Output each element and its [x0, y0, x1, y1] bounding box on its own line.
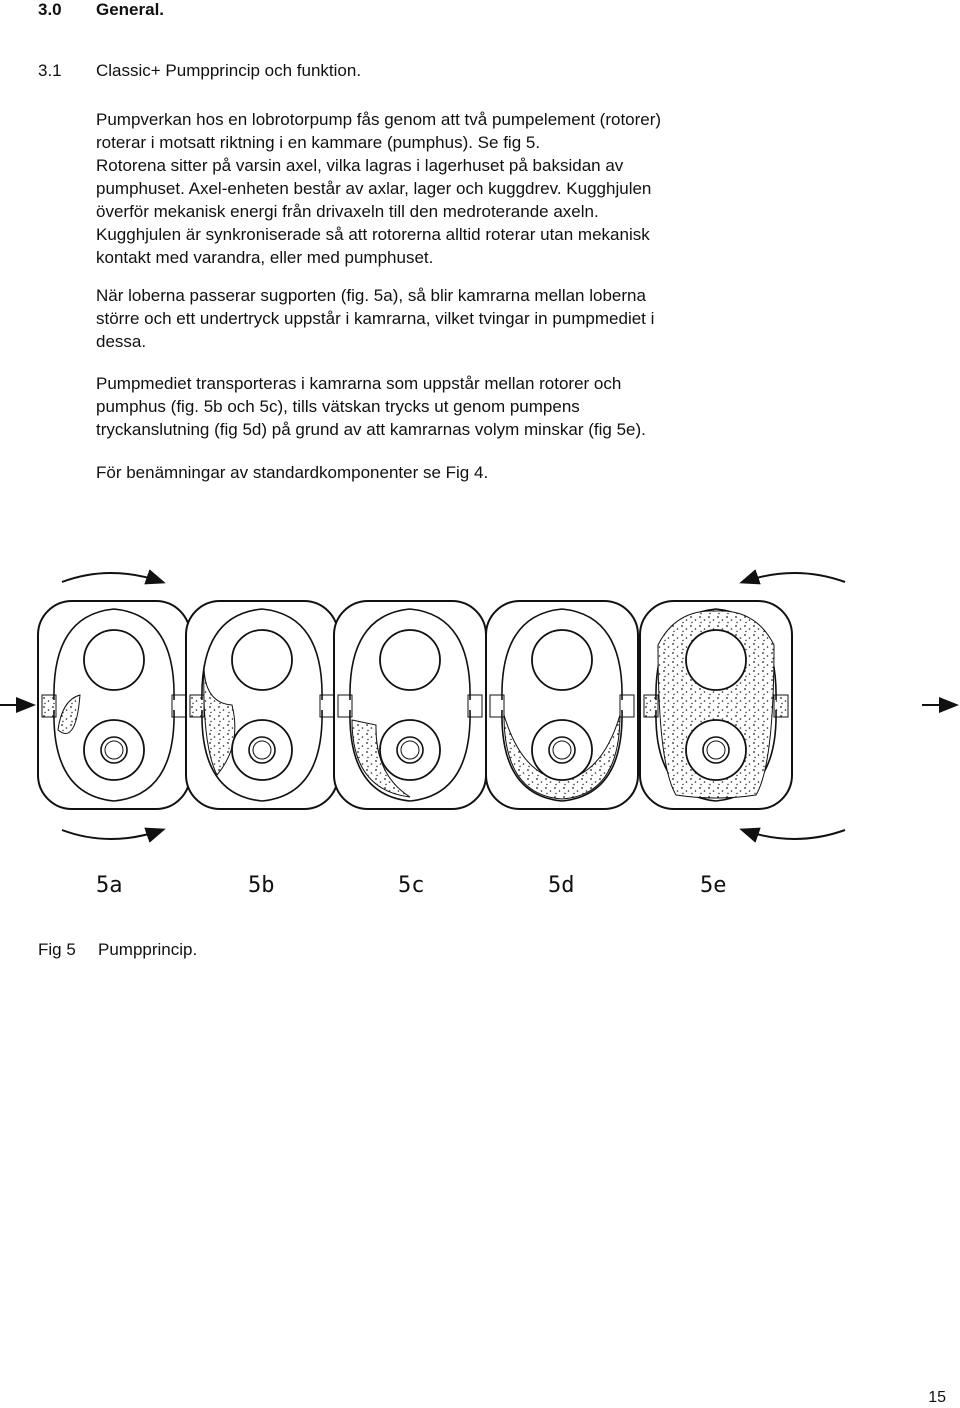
- text-line: dessa.: [96, 332, 147, 351]
- paragraph-transport: [96, 372, 776, 441]
- text-line: pumphus (fig. 5b och 5c), tills vätskan trycks ut genom pumpens: [96, 397, 580, 416]
- text-line: pumphuset. Axel-enheten består av axlar, lager och kuggdrev. Kugghjulen: [96, 179, 652, 198]
- rotation-arrow-top-right: [743, 573, 845, 582]
- text-line: större och ett undertryck uppstår i kamrarna, vilket tvingar in pumpmediet i: [96, 309, 655, 328]
- panel-label-5d: 5d: [548, 873, 575, 898]
- rotation-arrow-bottom-right: [743, 830, 845, 839]
- text-line: Rotorena sitter på varsin axel, vilka lagras i lagerhuset på baksidan av: [96, 156, 624, 175]
- text-line: Pumpverkan hos en lobrotorpump fås genom att två pumpelement (rotorer): [96, 110, 662, 129]
- panel-label-5a: 5a: [96, 873, 123, 898]
- pump-panel-5c: [334, 601, 486, 809]
- page-number: 15: [928, 1389, 946, 1406]
- pump-principle-diagram: [0, 560, 960, 900]
- figure-caption: [38, 940, 197, 960]
- rotation-arrow-top-left: [62, 573, 162, 582]
- pump-panel-5a: [38, 601, 190, 809]
- text-line: överför mekanisk energi från drivaxeln till den medroterande axeln.: [96, 202, 599, 221]
- text-line: roterar i motsatt riktning i en kammare (pumphus). Se fig 5.: [96, 133, 541, 152]
- panel-label-5b: 5b: [248, 873, 275, 898]
- text-line: För benämningar av standardkomponenter se Fig 4.: [96, 463, 489, 482]
- paragraph-suction: [96, 284, 776, 353]
- subsection-title: Classic+ Pumpprincip och funktion.: [96, 61, 362, 80]
- pump-panel-5b: [186, 601, 338, 809]
- panel-label-5c: 5c: [398, 873, 425, 898]
- section-heading: [38, 0, 164, 20]
- text-line: kontakt med varandra, eller med pumphuset.: [96, 248, 434, 267]
- text-line: Pumpmediet transporteras i kamrarna som uppstår mellan rotorer och: [96, 374, 622, 393]
- rotation-arrow-bottom-left: [62, 830, 162, 839]
- subsection-number: 3.1: [38, 61, 62, 80]
- pump-panel-5e: [640, 601, 792, 809]
- paragraph-reference: [96, 461, 776, 484]
- text-line: Kugghjulen är synkroniserade så att rotorerna alltid roterar utan mekanisk: [96, 225, 650, 244]
- section-title: General.: [96, 0, 165, 19]
- pump-panel-5d: [486, 601, 638, 809]
- section-number: 3.0: [38, 0, 62, 19]
- figure-caption-text: Pumpprincip.: [98, 940, 198, 959]
- figure-caption-number: Fig 5: [38, 940, 76, 959]
- paragraph-pump-action: [96, 108, 776, 269]
- subsection-heading: [38, 61, 361, 81]
- text-line: tryckanslutning (fig 5d) på grund av att kamrarnas volym minskar (fig 5e).: [96, 420, 646, 439]
- text-line: När loberna passerar sugporten (fig. 5a), så blir kamrarna mellan loberna: [96, 286, 646, 305]
- panel-label-5e: 5e: [700, 873, 727, 898]
